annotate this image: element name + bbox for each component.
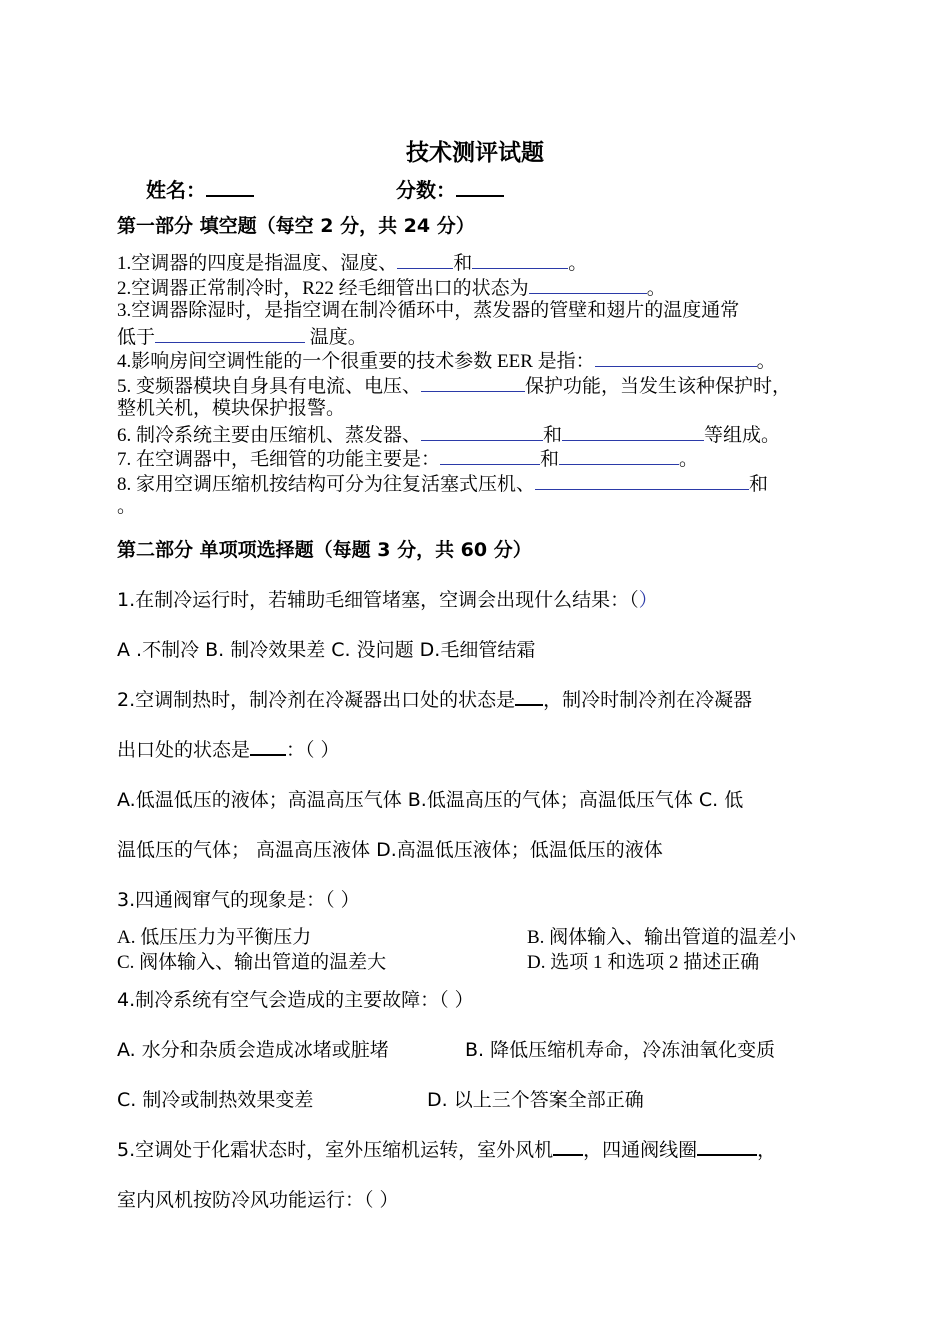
answer-blank[interactable] <box>559 446 679 465</box>
choice-question-4-option-a: A. 水分和杂质会造成冰堵或脏堵 <box>117 1039 389 1061</box>
answer-blank[interactable] <box>440 446 540 465</box>
score-blank[interactable] <box>456 177 504 197</box>
answer-blank[interactable] <box>250 736 286 756</box>
choice-question-5 <box>117 1135 776 1162</box>
answer-blank[interactable] <box>529 275 647 294</box>
choice-question-3-option-d: D. 选项 1 和选项 2 描述正确 <box>527 952 760 973</box>
question-text: 和 <box>453 253 473 274</box>
question-stem: ：（ ） <box>286 739 340 761</box>
answer-blank[interactable] <box>535 471 749 490</box>
choice-question-3: 3.四通阀窜气的现象是：（ ） <box>117 889 360 911</box>
question-text: 2.空调器正常制冷时，R22 经毛细管出口的状态为 <box>117 277 529 299</box>
question-text: 。 <box>646 277 666 299</box>
fill-question-2 <box>117 275 862 300</box>
fill-question-5-cont <box>117 397 862 422</box>
question-text: 和 <box>749 473 769 495</box>
question-stem: ， <box>757 1139 777 1161</box>
choice-question-3-option-b: B. 阀体输入、输出管道的温差小 <box>527 927 797 948</box>
choice-question-2-options-1: A.低温低压的液体；高温高压气体 B.低温高压的气体；高温低压气体 C. 低 <box>117 789 744 811</box>
fill-question-3-cont <box>117 324 862 349</box>
answer-blank[interactable] <box>397 250 453 269</box>
question-stem: 出口处的状态是 <box>117 739 251 761</box>
answer-blank[interactable] <box>155 324 305 343</box>
question-stem: 5.空调处于化霜状态时，室外压缩机运转，室外风机 <box>117 1139 554 1161</box>
question-text: 整机关机，模块保护报警。 <box>117 398 346 419</box>
fill-question-7 <box>117 446 862 471</box>
question-text: 8. 家用空调压缩机按结构可分为往复活塞式压机、 <box>117 473 536 495</box>
question-stem: ，制冷时制冷剂在冷凝器 <box>543 689 753 711</box>
part2-title: 第二部分 单项项选择题（每题 3 分，共 60 分） <box>117 539 532 561</box>
answer-blank[interactable] <box>421 373 525 392</box>
choice-question-2-options-2: 温低压的气体； 高温高压液体 D.高温低压液体；低温低压的液体 <box>117 839 663 861</box>
answer-blank[interactable] <box>421 422 543 441</box>
name-label: 姓名： <box>146 178 206 202</box>
question-text: 。 <box>679 449 699 470</box>
question-stem: 2.空调制热时，制冷剂在冷凝器出口处的状态是 <box>117 689 516 711</box>
answer-blank[interactable] <box>697 1136 757 1156</box>
fill-question-8 <box>117 471 862 496</box>
choice-question-4-option-d: D. 以上三个答案全部正确 <box>427 1089 644 1111</box>
name-field <box>146 174 254 203</box>
score-field <box>396 174 504 203</box>
answer-blank[interactable] <box>562 422 704 441</box>
question-text: 。 <box>117 496 137 517</box>
choice-question-1 <box>117 585 658 612</box>
choice-question-4-option-b: B. 降低压缩机寿命，冷冻油氧化变质 <box>465 1039 776 1061</box>
question-text: 保护功能，当发生该种保护时， <box>525 375 792 397</box>
choice-question-2 <box>117 685 752 712</box>
answer-blank[interactable] <box>515 686 543 706</box>
choice-question-2-cont <box>117 735 340 762</box>
question-text: 和 <box>543 424 563 446</box>
question-text: 。 <box>568 253 588 274</box>
question-text: 等组成。 <box>704 424 781 446</box>
choice-question-3-option-a: A. 低压压力为平衡压力 <box>117 927 312 948</box>
fill-question-3 <box>117 299 862 324</box>
part1-questions <box>117 250 862 520</box>
choice-question-4: 4.制冷系统有空气会造成的主要故障：（ ） <box>117 989 474 1011</box>
question-text: 1.空调器的四度是指温度、湿度、 <box>117 253 398 274</box>
score-label: 分数： <box>396 178 456 202</box>
fill-question-5 <box>117 373 862 398</box>
question-text: 7. 在空调器中，毛细管的功能主要是： <box>117 449 441 470</box>
fill-question-4 <box>117 348 862 373</box>
question-stem: ，四通阀线圈 <box>583 1139 698 1161</box>
question-text: 6. 制冷系统主要由压缩机、蒸发器、 <box>117 424 422 446</box>
fill-question-8-cont <box>117 495 862 520</box>
question-text: 3.空调器除湿时，是指空调在制冷循环中，蒸发器的管壁和翅片的温度通常 <box>117 300 740 321</box>
question-stem: 1.在制冷运行时，若辅助毛细管堵塞，空调会出现什么结果：（ <box>117 589 639 611</box>
page-title: 技术测评试题 <box>406 140 544 166</box>
choice-question-3-option-c: C. 阀体输入、输出管道的温差大 <box>117 952 387 973</box>
choice-question-5-cont: 室内风机按防冷风功能运行：（ ） <box>117 1189 399 1211</box>
name-blank[interactable] <box>206 177 254 197</box>
answer-paren[interactable]: ） <box>638 589 658 611</box>
question-text: 低于 <box>117 326 156 348</box>
question-text: 5. 变频器模块自身具有电流、电压、 <box>117 375 422 397</box>
question-text: 和 <box>540 449 560 470</box>
fill-question-1 <box>117 250 862 275</box>
answer-blank[interactable] <box>595 348 757 367</box>
answer-blank[interactable] <box>472 250 568 269</box>
question-text: 温度。 <box>305 326 367 348</box>
part1-title: 第一部分 填空题（每空 2 分，共 24 分） <box>117 215 475 237</box>
question-text: 4.影响房间空调性能的一个很重要的技术参数 EER 是指： <box>117 351 595 372</box>
question-text: 。 <box>756 351 776 372</box>
answer-blank[interactable] <box>553 1136 583 1156</box>
fill-question-6 <box>117 422 862 447</box>
choice-question-4-option-c: C. 制冷或制热效果变差 <box>117 1089 314 1111</box>
choice-question-1-options: A .不制冷 B. 制冷效果差 C. 没问题 D.毛细管结霜 <box>117 639 536 661</box>
